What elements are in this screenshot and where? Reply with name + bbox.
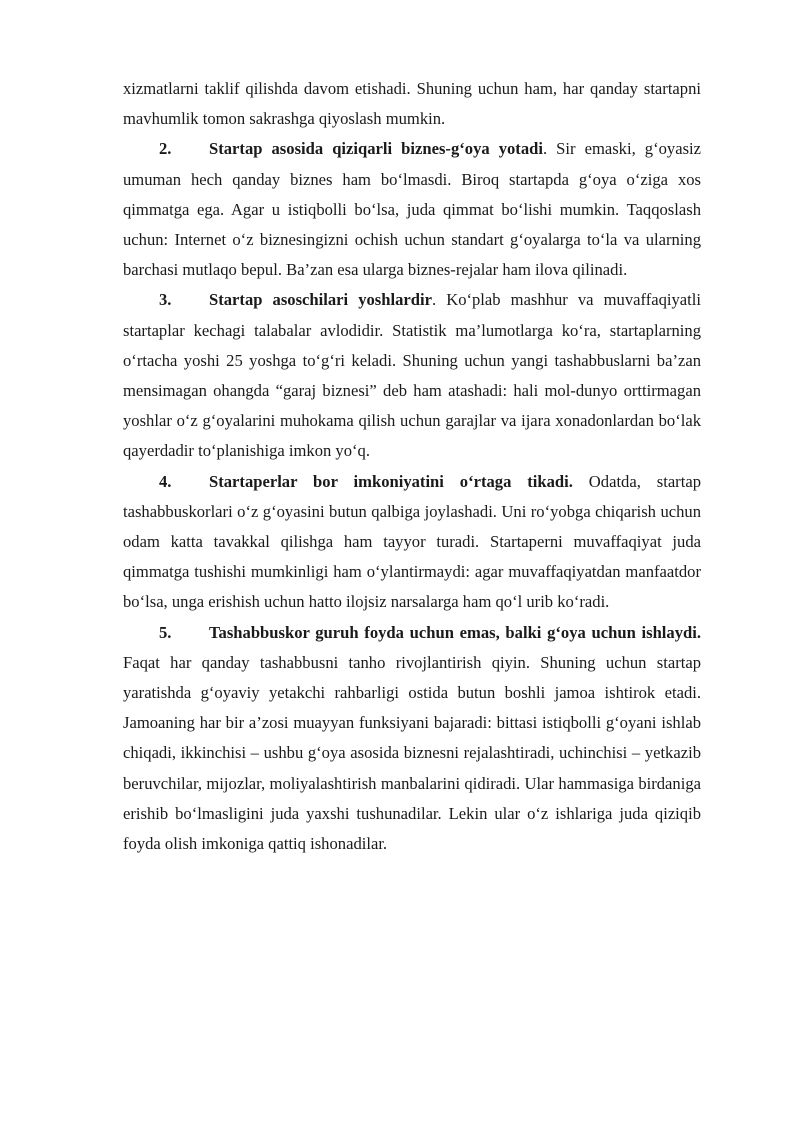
- item-lead: Tashabbuskor guruh foyda uchun emas, balki g‘oya uchun ishlaydi.: [209, 622, 701, 642]
- item-text: Odatda, startap tashabbuskorlari o‘z g‘oyasini butun qalbiga joylashadi. Uni ro‘yobga chiqarish uchun odam katta tavakkal qilishga ham tayyor turadi. Startaperni muvaffaqiyat juda qimmatga tushishi mumkinligi ham o‘ylantirmaydi: agar muvaffaqiyatdan manfaatdor bo‘lsa, unga erishish uchun hatto ilojsiz narsalarga ham qo‘l urib ko‘radi.: [123, 471, 701, 612]
- item-number: 3.: [159, 290, 172, 310]
- item-text: . Ko‘plab mashhur va muvaffaqiyatli startaplar kechagi talabalar avlodidir. Statistik ma’lumotlarga ko‘ra, startaplarning o‘rtacha yoshi 25 yoshga to‘g‘ri keladi. Shuning uchun yangi tashabbuslarni ba’zan mensimagan ohangda “garaj biznesi” deb ham atashadi: hali mol-dunyo orttirmagan yoshlar o‘z g‘oyalarini muhokama qilish uchun garajlar va ijara xonadonlardan bo‘lak qayerdadir to‘planishiga imkon yo‘q.: [123, 290, 702, 461]
- item-number: 2.: [159, 139, 172, 159]
- item-number: 5.: [159, 622, 172, 642]
- list-item-3: [123, 285, 701, 466]
- list-item-4: [123, 467, 701, 618]
- intro-paragraph: xizmatlarni taklif qilishda davom etishadi. Shuning uchun ham, har qanday startapni mavhumlik tomon sakrashga qiyoslash mumkin.: [123, 79, 701, 129]
- item-lead: Startap asoschilari yoshlardir: [209, 290, 432, 310]
- list-item-2: [123, 134, 701, 285]
- item-number: 4.: [159, 471, 172, 491]
- list-item-5: [123, 618, 701, 860]
- document-page: [123, 74, 701, 859]
- item-lead: Startaperlar bor imkoniyatini o‘rtaga tikadi.: [209, 471, 573, 491]
- item-text: Faqat har qanday tashabbusni tanho rivojlantirish qiyin. Shuning uchun startap yaratishda g‘oyaviy yetakchi rahbarligi ostida butun boshli jamoa ishtirok etadi. Jamoaning har bir a’zosi muayyan funksiyani bajaradi: bittasi istiqbolli g‘oyani ishlab chiqadi, ikkinchisi – ushbu g‘oya asosida biznesni rejalashtiradi, uchinchisi – yetkazib beruvchilar, mijozlar, moliyalashtirish manbalarini qidiradi. Ular hammasiga birdaniga erishib bo‘lmasligini juda yaxshi tushunadilar. Lekin ular o‘z ishlariga juda qiziqib foyda olish imkoniga qattiq ishonadilar.: [123, 652, 701, 854]
- item-text: . Sir emaski, g‘oyasiz umuman hech qanday biznes ham bo‘lmasdi. Biroq startapda g‘oya o‘ziga xos qimmatga ega. Agar u istiqbolli bo‘lsa, juda qimmat bo‘lishi mumkin. Taqqoslash uchun: Internet o‘z biznesingizni ochish uchun standart g‘oyalarga to‘la va ularning barchasi mutlaqo bepul. Ba’zan esa ularga biznes-rejalar ham ilova qilinadi.: [123, 139, 702, 280]
- item-lead: Startap asosida qiziqarli biznes-g‘oya yotadi: [209, 139, 543, 159]
